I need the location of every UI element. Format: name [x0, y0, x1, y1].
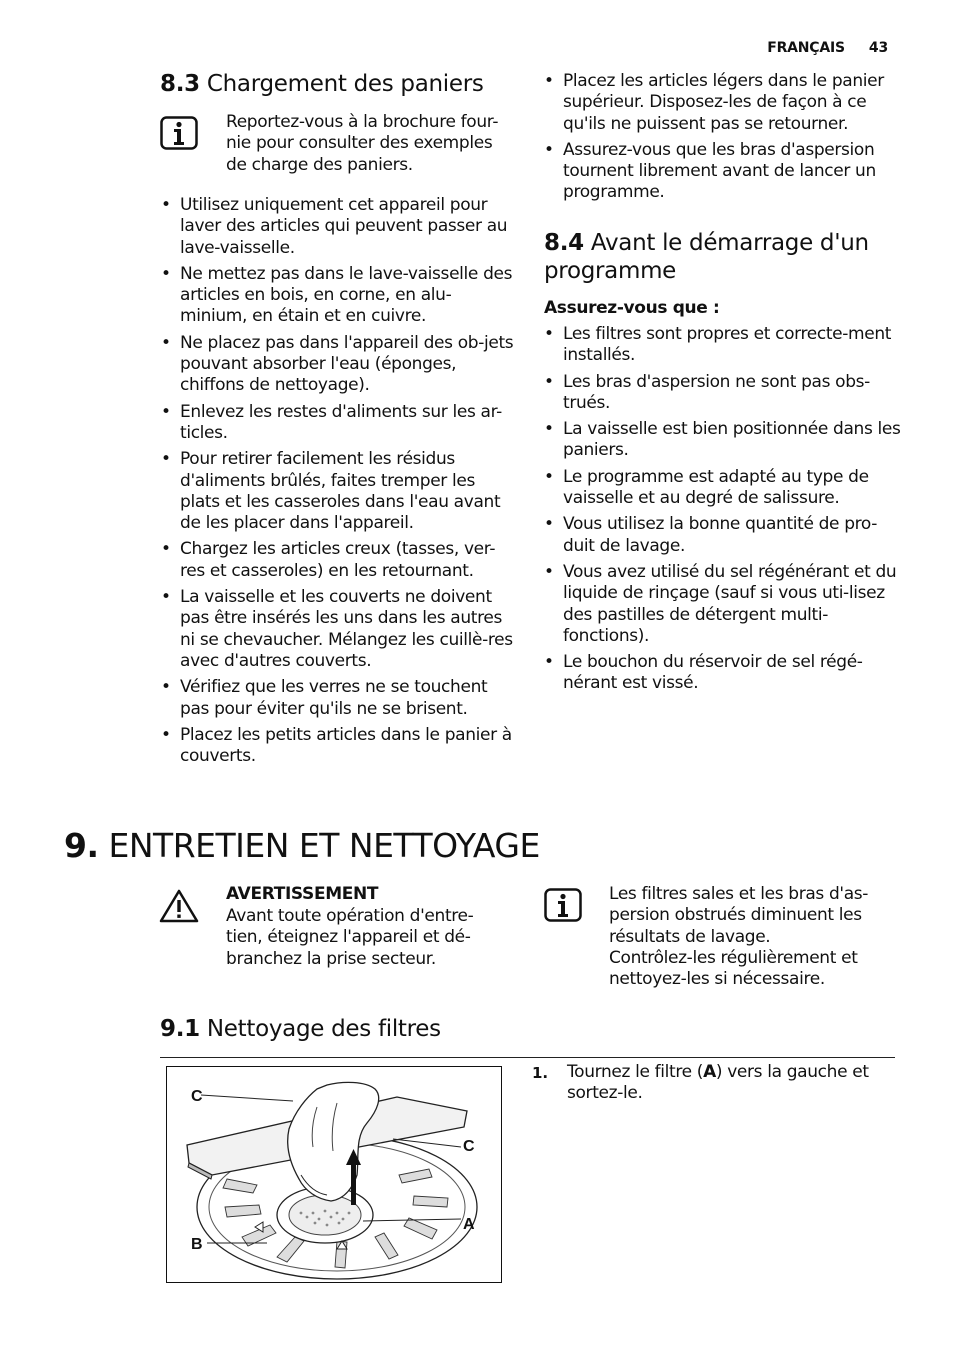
label-c-top: C [191, 1088, 203, 1105]
list-item: • Ne mettez pas dans le lave-vaisselle des articles en bois, en corne, en alu-minium, en étain et en cuivre. [161, 264, 516, 328]
list-item: • La vaisselle et les couverts ne doivent pas être insérés les uns dans les autres ni se chevaucher. Mélangez les cuillè-res avec d'autres couverts. [161, 587, 516, 672]
list-item: • Ne placez pas dans l'appareil des ob-jets pouvant absorber l'eau (éponges, chiffons de nettoyage). [161, 333, 516, 397]
section-8-4-intro: Assurez-vous que : [544, 298, 720, 318]
chapter-9-number: 9. [64, 826, 99, 865]
list-item: • Assurez-vous que les bras d'aspersion tournent librement avant de lancer un programme. [544, 140, 904, 204]
list-item: • Le bouchon du réservoir de sel régé-nérant est vissé. [544, 652, 904, 695]
section-8-3-bullet-list [161, 195, 516, 772]
section-9-1-number: 9.1 [160, 1016, 200, 1042]
header-page-number: 43 [868, 40, 888, 56]
section-divider [160, 1057, 895, 1058]
list-item: • Enlevez les restes d'aliments sur les ar-ticles. [161, 402, 516, 445]
list-item: • La vaisselle est bien positionnée dans les paniers. [544, 419, 904, 462]
section-8-3-title [160, 70, 484, 98]
list-item: • Le programme est adapté au type de vaisselle et au degré de salissure. [544, 467, 904, 510]
list-item: • Pour retirer facilement les résidus d'aliments brûlés, faites tremper les plats et les casseroles dans l'eau avant de les placer dans l'appareil. [161, 449, 516, 534]
chapter-9-title [64, 826, 540, 865]
step-text-post: ) vers la gauche et sortez-le. [567, 1062, 869, 1104]
chapter-9-info-text: Les filtres sales et les bras d'as- persion obstrués diminuent les résultats de lavage. Contrôlez-les régulièrement et nettoyez-les si nécessaire. [609, 884, 869, 990]
list-item: • Chargez les articles creux (tasses, ver-res et casseroles) en les retournant. [161, 539, 516, 582]
warning-text: Avant toute opération d'entre- tien, éteignez l'appareil et dé- branchez la prise secteur. [226, 906, 474, 969]
step-text [567, 1062, 897, 1105]
info-icon [544, 888, 582, 926]
filter-illustration [167, 1067, 501, 1282]
list-item: • Utilisez uniquement cet appareil pour laver des articles qui peuvent passer au lave-vaisselle. [161, 195, 516, 259]
list-item: • Placez les articles légers dans le panier supérieur. Disposez-les de façon à ce qu'ils ne puissent pas se retourner. [544, 71, 904, 135]
section-8-3-info-text: Reportez-vous à la brochure four- nie pour consulter des exemples de charge des paniers. [226, 112, 499, 175]
section-8-4-title-text: Avant le démarrage d'un programme [544, 230, 869, 284]
section-8-3-bullet-list-right [544, 71, 904, 209]
section-8-4-number: 8.4 [544, 230, 584, 256]
warning-icon [158, 888, 200, 928]
list-item: • Placez les petits articles dans le panier à couverts. [161, 725, 516, 768]
step-number: 1. [532, 1064, 549, 1082]
step-text-pre: Tournez le filtre ( [567, 1062, 704, 1082]
section-8-3-number: 8.3 [160, 71, 200, 97]
chapter-9-title-text: ENTRETIEN ET NETTOYAGE [108, 826, 540, 865]
label-b: B [191, 1236, 203, 1253]
section-9-1-title [160, 1015, 441, 1043]
header-language: FRANÇAIS [767, 40, 845, 56]
list-item: • Vérifiez que les verres ne se touchent pas pour éviter qu'ils ne se brisent. [161, 677, 516, 720]
page-header [743, 40, 888, 56]
list-item: • Vous avez utilisé du sel régénérant et du liquide de rinçage (sauf si vous uti-lisez des pastilles de détergent multi-fonctions). [544, 562, 904, 647]
info-icon [160, 116, 198, 154]
warning-title: AVERTISSEMENT [226, 884, 379, 904]
list-item: • Les filtres sont propres et correcte-ment installés. [544, 324, 904, 367]
label-a: A [463, 1216, 475, 1233]
label-c-right: C [463, 1138, 475, 1155]
filter-figure [166, 1066, 502, 1283]
list-item: • Les bras d'aspersion ne sont pas obs-trués. [544, 372, 904, 415]
list-item: • Vous utilisez la bonne quantité de pro-duit de lavage. [544, 514, 904, 557]
section-8-4-title [544, 229, 904, 285]
step-text-bold: A [703, 1062, 716, 1082]
section-8-3-title-text: Chargement des paniers [206, 71, 484, 97]
section-9-1-title-text: Nettoyage des filtres [206, 1016, 441, 1042]
section-8-4-bullet-list [544, 324, 904, 700]
